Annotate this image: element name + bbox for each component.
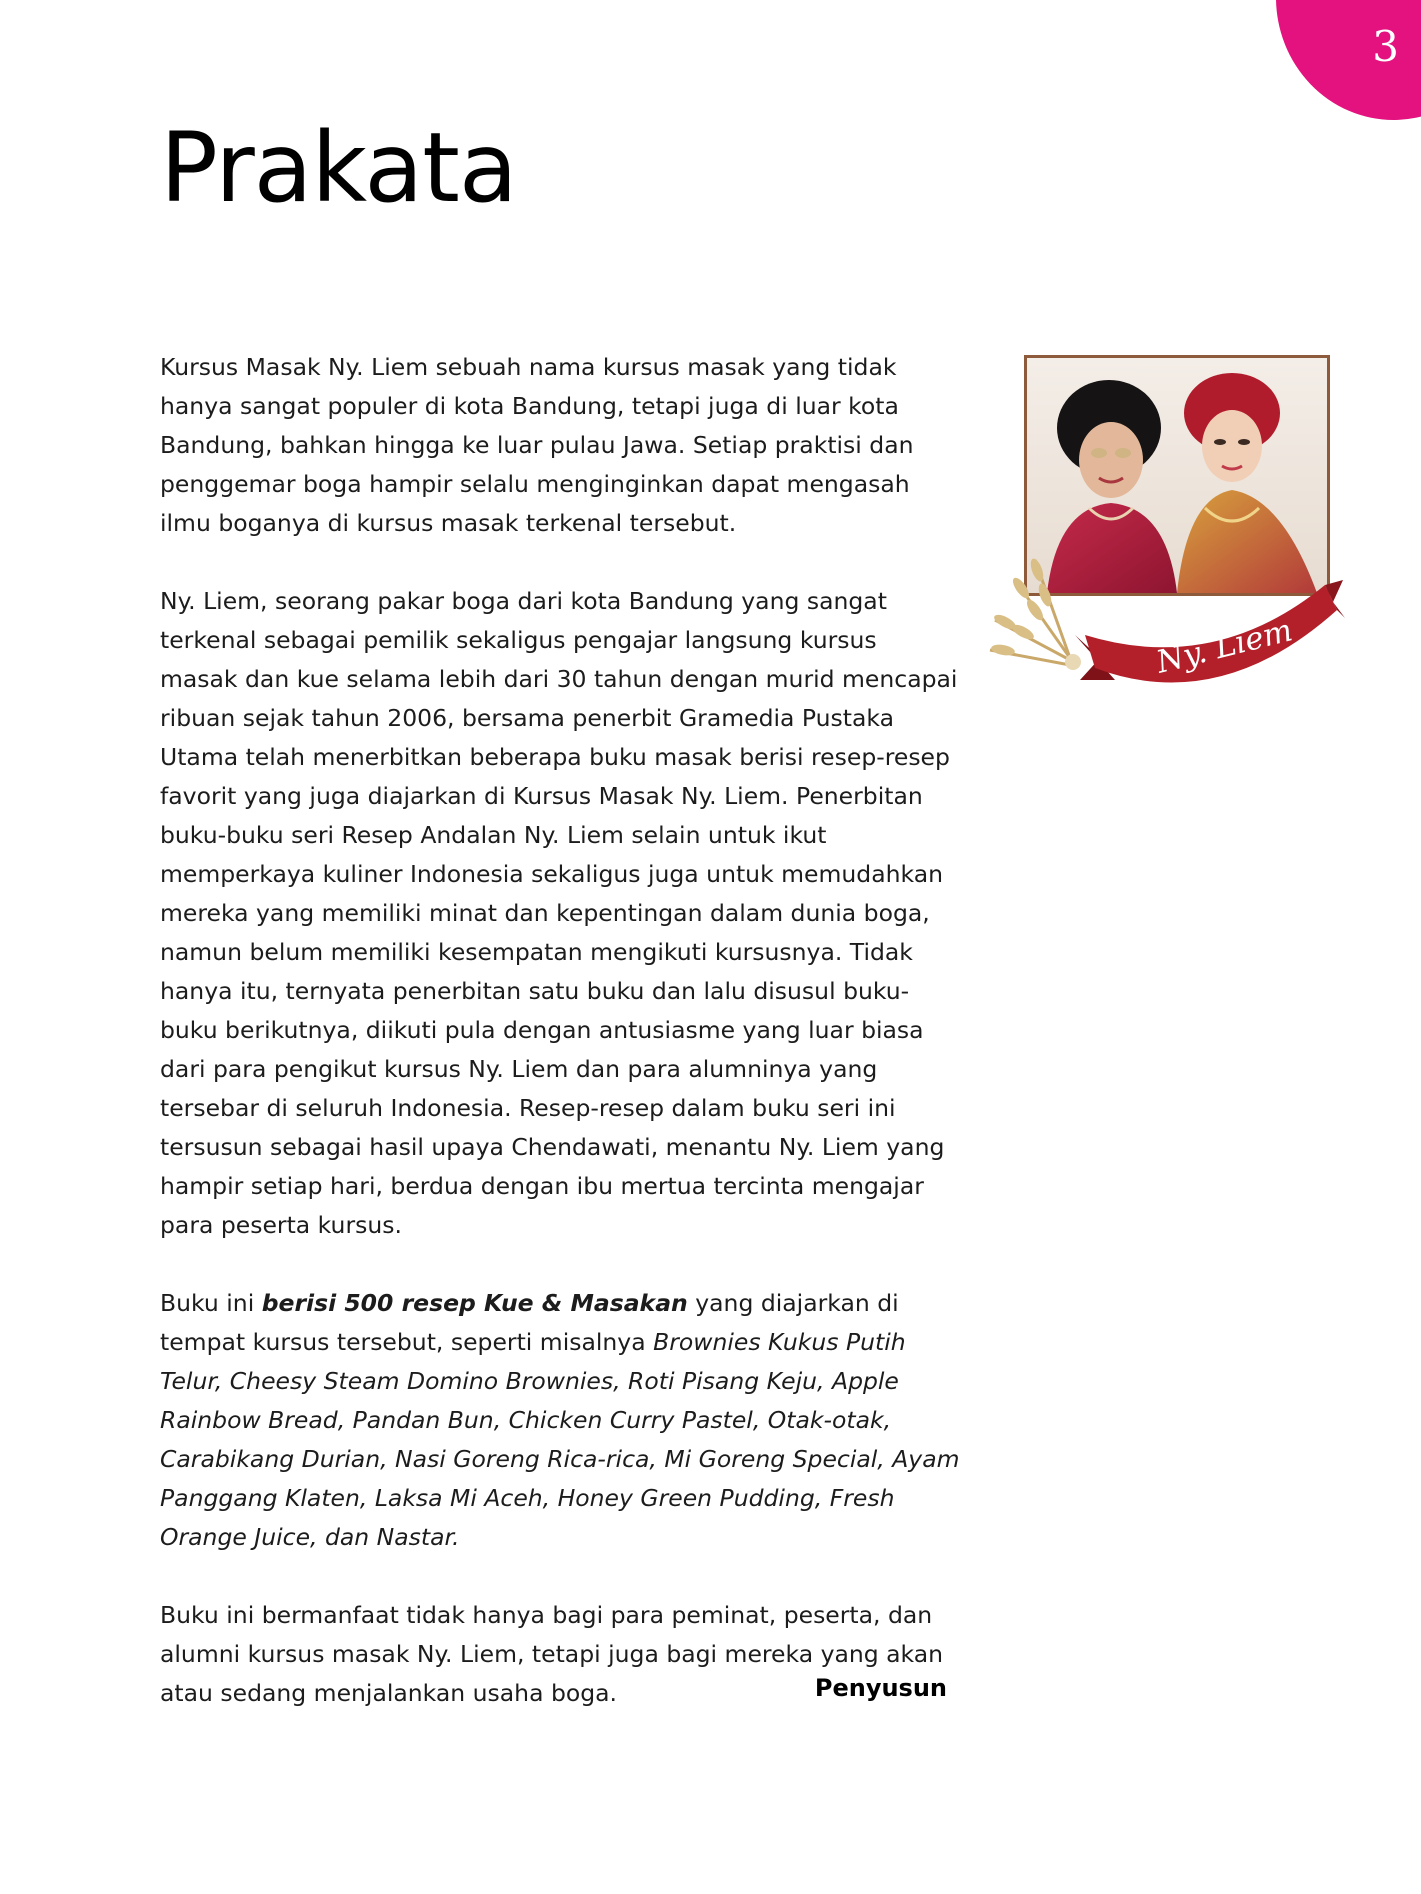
page-number: 3 [1372,22,1399,71]
recipes-highlight: berisi 500 resep Kue & Masakan [261,1289,688,1317]
page-number-tab [1276,0,1421,120]
page-title: Prakata [160,112,517,224]
wheat-ornament-icon [990,557,1081,670]
recipes-lead: Buku ini [160,1289,262,1317]
recipes-list: Brownies Kukus Putih Telur, Cheesy Steam Domino Brownies, Roti Pisang Keju, Apple Rainbow Bread, Pandan Bun, Chicken Curry Pastel, Otak-otak, Carabikang Durian, Nasi Goreng Rica-rica, Mi Goreng Special, Ayam Panggang Klaten, Laksa Mi Aceh, Honey Green Pudding, Fresh Orange Juice, dan Nastar. [160,1328,960,1551]
body-text [160,348,960,1752]
signature: Penyusun [814,1674,947,1702]
ribbon-name-text: Ny. Liem [1152,612,1296,681]
recipes-middle: yang diajarkan di tempat kursus tersebut, seperti misalnya [160,1289,899,1356]
name-ribbon [975,540,1345,720]
paragraph-history: Ny. Liem, seorang pakar boga dari kota Bandung yang sangat terkenal sebagai pemilik sekaligus pengajar langsung kursus masak dan kue selama lebih dari 30 tahun dengan murid mencapai ribuan sejak tahun 2006, bersama penerbit Gramedia Pustaka Utama telah menerbitkan beberapa buku masak berisi resep-resep favorit yang juga diajarkan di Kursus Masak Ny. Liem. Penerbitan buku-buku seri Resep Andalan Ny. Liem selain untuk ikut memperkaya kuliner Indonesia sekaligus juga untuk memudahkan mereka yang memiliki minat dan kepentingan dalam dunia boga, namun belum memiliki kesempatan mengikuti kursusnya. Tidak hanya itu, ternyata penerbitan satu buku dan lalu disusul buku-buku berikutnya, diikuti pula dengan antusiasme yang luar biasa dari para pengikut kursus Ny. Liem dan para alumninya yang tersebar di seluruh Indonesia. Resep-resep dalam buku seri ini tersusun sebagai hasil upaya Chendawati, menantu Ny. Liem yang hampir setiap hari, berdua dengan ibu mertua tercinta mengajar para peserta kursus. [160,587,958,1239]
paragraph-recipes [160,1284,960,1557]
paragraph-benefit: Buku ini bermanfaat tidak hanya bagi para peminat, peserta, dan alumni kursus masak Ny. Liem, tetapi juga bagi mereka yang akan atau sedang menjalankan usaha boga. [160,1601,944,1707]
paragraph-intro: Kursus Masak Ny. Liem sebuah nama kursus masak yang tidak hanya sangat populer di kota Bandung, tetapi juga di luar kota Bandung, bahkan hingga ke luar pulau Jawa. Setiap praktisi dan penggemar boga hampir selalu menginginkan dapat mengasah ilmu boganya di kursus masak terkenal tersebut. [160,353,914,537]
